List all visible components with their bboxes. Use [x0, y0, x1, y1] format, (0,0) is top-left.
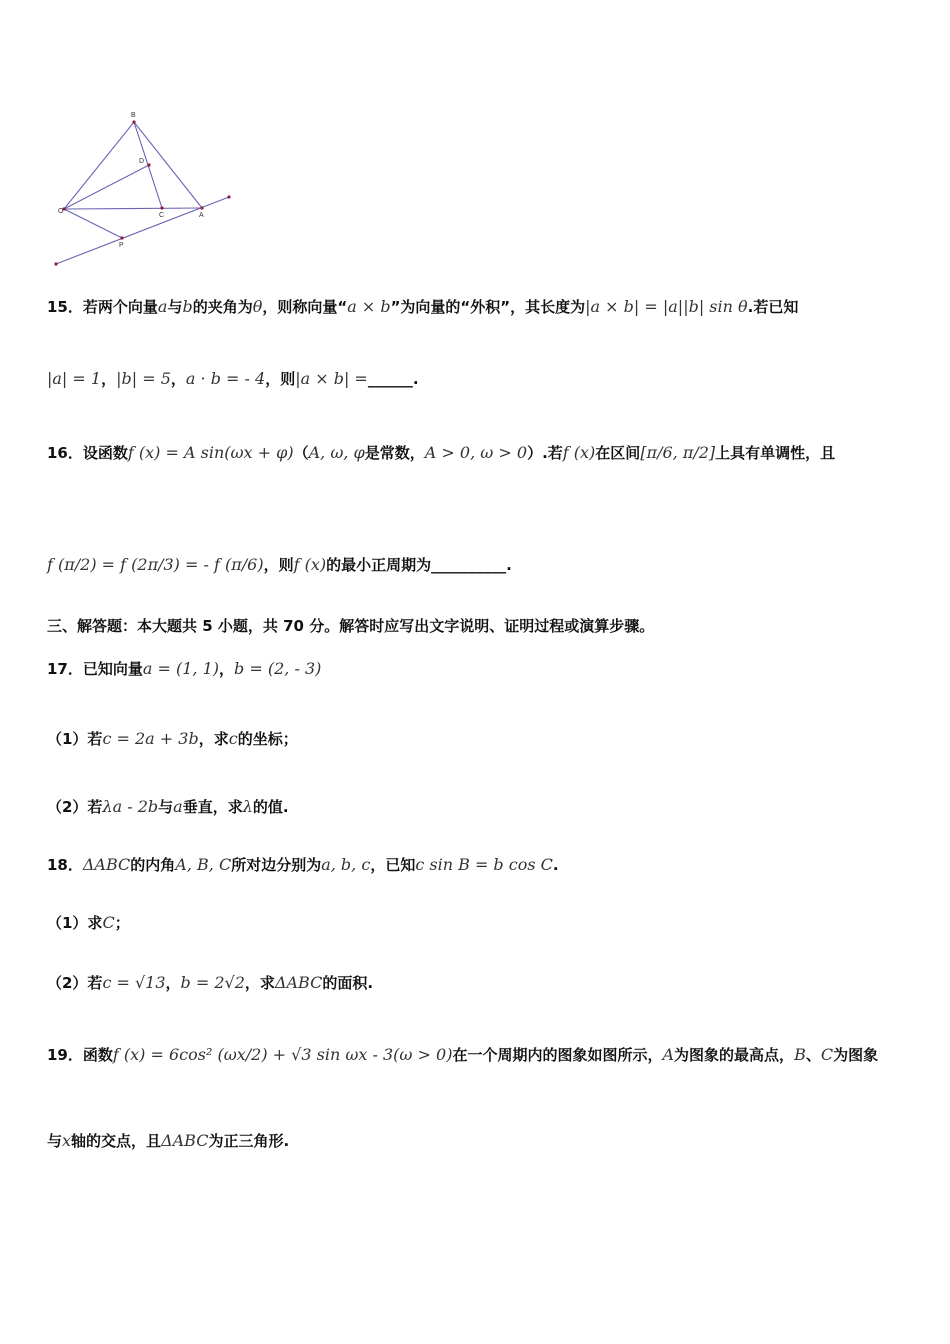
- q17-text: 已知向量: [82, 660, 143, 678]
- label-P: P: [119, 242, 124, 249]
- q16-line2: [47, 554, 512, 576]
- math: |a| = 1: [47, 369, 102, 388]
- q17-text: （1）若: [47, 730, 103, 748]
- q17-part2: [47, 796, 289, 818]
- label-B: B: [131, 112, 136, 119]
- math: A: [662, 1045, 675, 1064]
- q15-number: 15．: [47, 298, 83, 316]
- q17-text: ，求: [198, 730, 229, 748]
- math: A, ω, φ: [308, 443, 365, 462]
- q18-text: 的面积.: [322, 974, 374, 992]
- label-O: O: [58, 208, 64, 215]
- q19-text: 与: [47, 1132, 63, 1150]
- q17-part1: [47, 728, 298, 750]
- q16-text: （: [293, 444, 309, 462]
- math: a × b: [347, 297, 391, 316]
- q18-text: .: [552, 856, 559, 874]
- q18-text: ，求: [244, 974, 275, 992]
- math: f (π/2) = f (2π/3) = - f (π/6): [47, 555, 264, 574]
- q16-text: 是常数，: [364, 444, 425, 462]
- segment-OB: [64, 122, 134, 209]
- math: ΔABC: [274, 973, 323, 992]
- q18-stem: [47, 854, 559, 876]
- math: A > 0, ω > 0: [424, 443, 528, 462]
- math: b = (2, - 3): [234, 659, 322, 678]
- segment-BA: [134, 122, 202, 208]
- math: C: [102, 913, 115, 932]
- math: ΔABC: [82, 855, 131, 874]
- q18-text: 所对边分别为: [231, 856, 322, 874]
- q16-text: ）.若: [527, 444, 563, 462]
- q19-line1: [47, 1044, 878, 1066]
- q19-number: 19．: [47, 1046, 83, 1064]
- math: f (x) = 6cos² (ωx/2) + √3 sin ωx - 3(ω > 0): [112, 1045, 453, 1064]
- math: c sin B = b cos C: [415, 855, 553, 874]
- q15-text: .若已知: [747, 298, 799, 316]
- q15-text: 与: [167, 298, 183, 316]
- q17-text: （2）若: [47, 798, 103, 816]
- q18-text: 的内角: [130, 856, 176, 874]
- q17-stem: [47, 658, 321, 680]
- q17-number: 17．: [47, 660, 83, 678]
- math: ΔABC: [161, 1131, 209, 1150]
- math: f (x): [293, 555, 327, 574]
- answer-blank: __________: [431, 556, 507, 574]
- q17-text: 与: [158, 798, 174, 816]
- q15-line1: [47, 296, 798, 318]
- q15-text: .: [412, 370, 419, 388]
- q19-line2: [47, 1130, 289, 1152]
- math: [π/6, π/2]: [640, 443, 716, 462]
- math: a: [157, 297, 168, 316]
- q16-number: 16．: [47, 444, 83, 462]
- q16-text: 上具有单调性，且: [715, 444, 836, 462]
- q16-text: 的最小正周期为: [326, 556, 432, 574]
- q17-text: ，: [219, 660, 235, 678]
- math: C: [820, 1045, 834, 1064]
- segment-OA: [64, 208, 202, 209]
- math: a · b = - 4: [185, 369, 266, 388]
- q15-text: ”为向量的“外积”，其长度为: [390, 298, 586, 316]
- q18-text: ；: [114, 914, 130, 932]
- line-end-right: [227, 195, 230, 198]
- point-A: [200, 206, 203, 209]
- label-D: D: [139, 158, 145, 165]
- math: f (x): [562, 443, 596, 462]
- q16-text: 在区间: [595, 444, 641, 462]
- math: A, B, C: [175, 855, 232, 874]
- q19-text: 、: [805, 1046, 821, 1064]
- math: c: [228, 729, 238, 748]
- q19-text: 轴的交点，且: [71, 1132, 162, 1150]
- label-A: A: [199, 212, 204, 219]
- q15-line2: [47, 368, 419, 390]
- q18-text: ，: [165, 974, 181, 992]
- q18-text: （2）若: [47, 974, 103, 992]
- q18-part1: [47, 912, 130, 934]
- q19-text: 在一个周期内的图象如图所示，: [452, 1046, 663, 1064]
- math: c = √13: [102, 973, 166, 992]
- segment-OP: [64, 209, 122, 238]
- math: λa - 2b: [102, 797, 159, 816]
- math: θ: [252, 297, 263, 316]
- section-heading: 三、解答题：本大题共 5 小题，共 70 分。解答时应写出文字说明、证明过程或演算步骤。: [47, 617, 655, 635]
- q16-text: 设函数: [82, 444, 128, 462]
- q18-text: ，已知: [370, 856, 416, 874]
- math: x: [62, 1131, 72, 1150]
- point-D: [147, 163, 150, 166]
- q19-text: 为图象的最高点，: [674, 1046, 795, 1064]
- math: |a × b| =: [295, 369, 368, 388]
- q15-text: ，则: [265, 370, 296, 388]
- segment-OD: [64, 165, 149, 209]
- math: b: [182, 297, 193, 316]
- math: f (x) = A sin(ωx + φ): [127, 443, 294, 462]
- q18-text: （1）求: [47, 914, 103, 932]
- math: a: [173, 797, 183, 816]
- q19-text: 为图象: [833, 1046, 879, 1064]
- math: λ: [242, 797, 253, 816]
- q15-text: ，则称向量“: [262, 298, 348, 316]
- q15-text: ，: [101, 370, 117, 388]
- q18-part2: [47, 972, 373, 994]
- q16-text: ，则: [263, 556, 294, 574]
- q17-text: 垂直，求: [182, 798, 243, 816]
- q17-text: 的坐标；: [237, 730, 298, 748]
- math: b = 2√2: [180, 973, 245, 992]
- q17-text: 的值.: [252, 798, 289, 816]
- q19-text: 为正三角形.: [208, 1132, 290, 1150]
- math: a = (1, 1): [142, 659, 220, 678]
- q18-number: 18．: [47, 856, 83, 874]
- answer-blank: ______: [367, 370, 413, 388]
- q16-line1: [47, 442, 835, 464]
- point-B: [132, 120, 135, 123]
- q15-text: ，: [170, 370, 186, 388]
- line-end-left: [54, 262, 57, 265]
- math: c = 2a + 3b: [102, 729, 199, 748]
- point-P: [120, 236, 123, 239]
- q15-text: 若两个向量: [82, 298, 158, 316]
- label-C: C: [159, 212, 165, 219]
- math: |b| = 5: [116, 369, 171, 388]
- geometry-diagram: [40, 105, 280, 275]
- math: a, b, c: [321, 855, 371, 874]
- q19-text: 函数: [82, 1046, 113, 1064]
- q16-text: .: [506, 556, 512, 574]
- point-C: [160, 206, 163, 209]
- q15-text: 的夹角为: [192, 298, 253, 316]
- math: B: [794, 1045, 806, 1064]
- math: |a × b| = |a||b| sin θ: [585, 297, 748, 316]
